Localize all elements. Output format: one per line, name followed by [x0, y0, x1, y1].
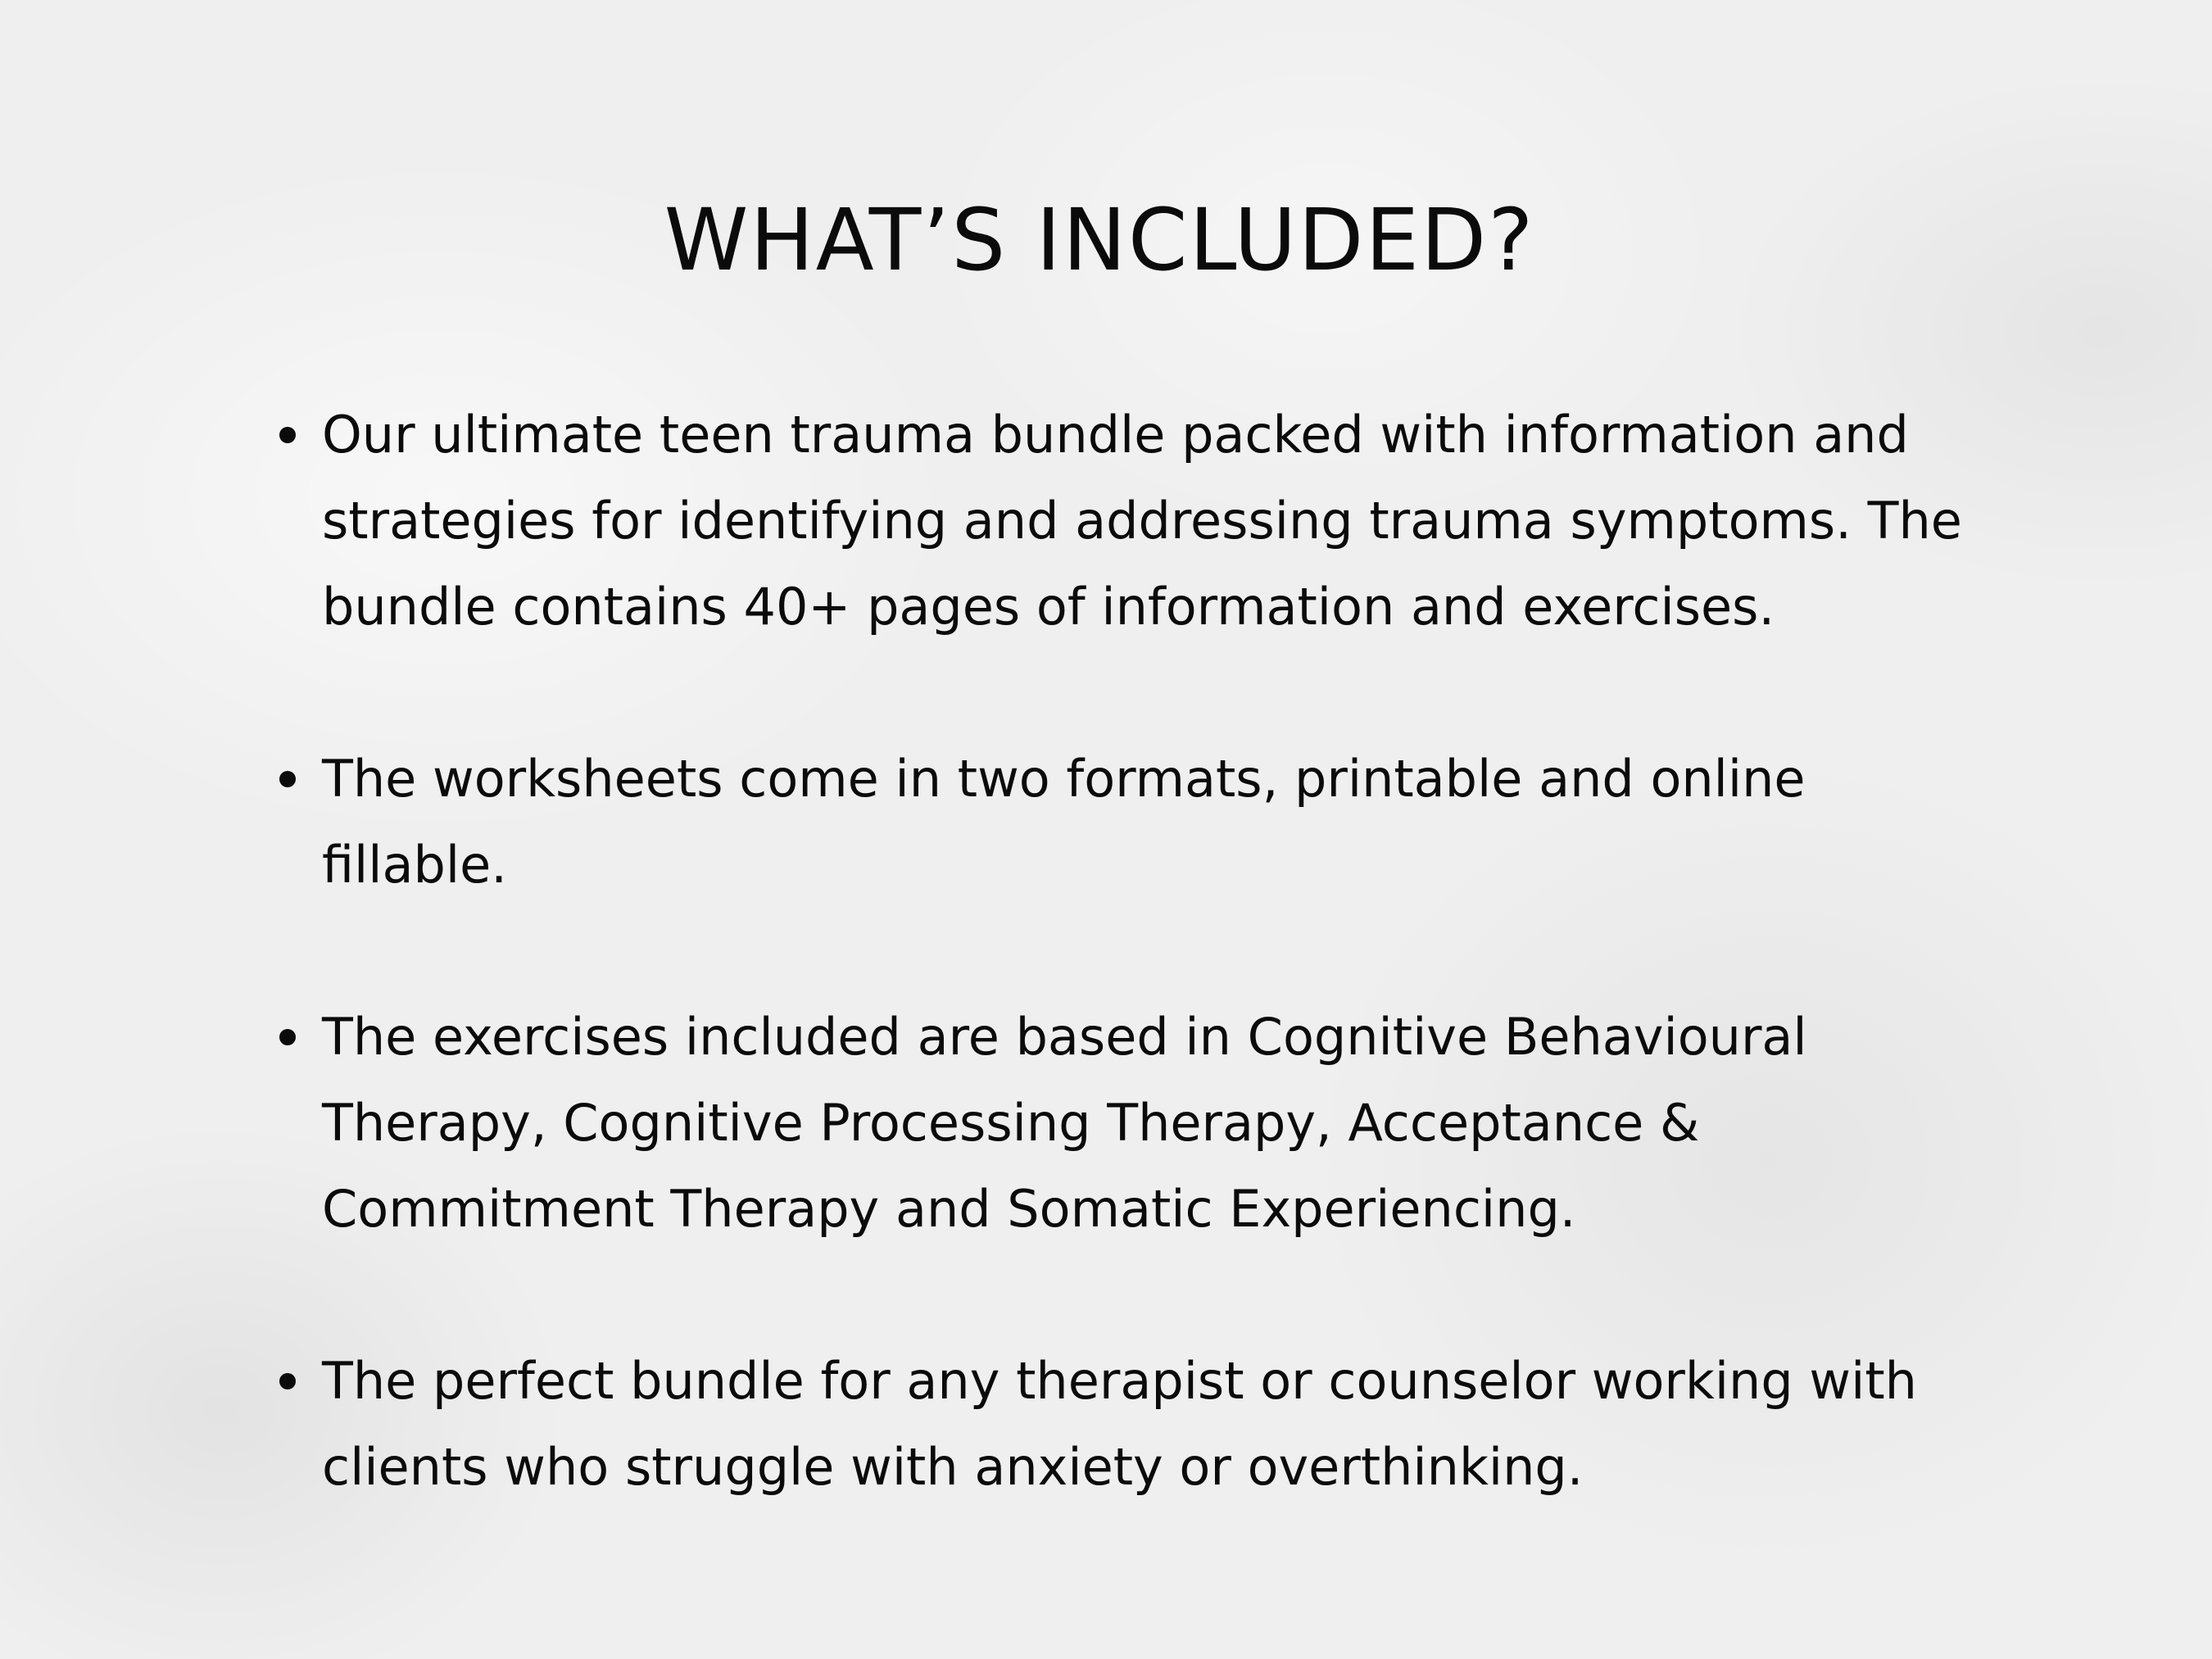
list-item [277, 1338, 2038, 1510]
included-list [277, 392, 2038, 1596]
list-item [277, 392, 2038, 650]
list-item-text: The worksheets come in two formats, printable and online fillable. [322, 749, 1806, 895]
bullet-dot-icon [279, 1029, 296, 1045]
bullet-dot-icon [279, 427, 296, 443]
bullet-dot-icon [279, 1373, 296, 1389]
page-title: WHAT’S INCLUDED? [664, 190, 1535, 290]
list-item [277, 994, 2038, 1252]
list-item-text: Our ultimate teen trauma bundle packed with information and strategies for identifying and addressing trauma symptoms. The bundle contains 40+ pages of information and exercises. [322, 405, 1962, 637]
list-item-text: The exercises included are based in Cognitive Behavioural Therapy, Cognitive Processing Therapy, Acceptance & Commitment Therapy and Somatic Experiencing. [322, 1007, 1807, 1239]
bullet-dot-icon [279, 771, 296, 787]
list-item [277, 736, 2038, 908]
list-item-text: The perfect bundle for any therapist or counselor working with clients who struggle with anxiety or overthinking. [322, 1351, 1917, 1497]
